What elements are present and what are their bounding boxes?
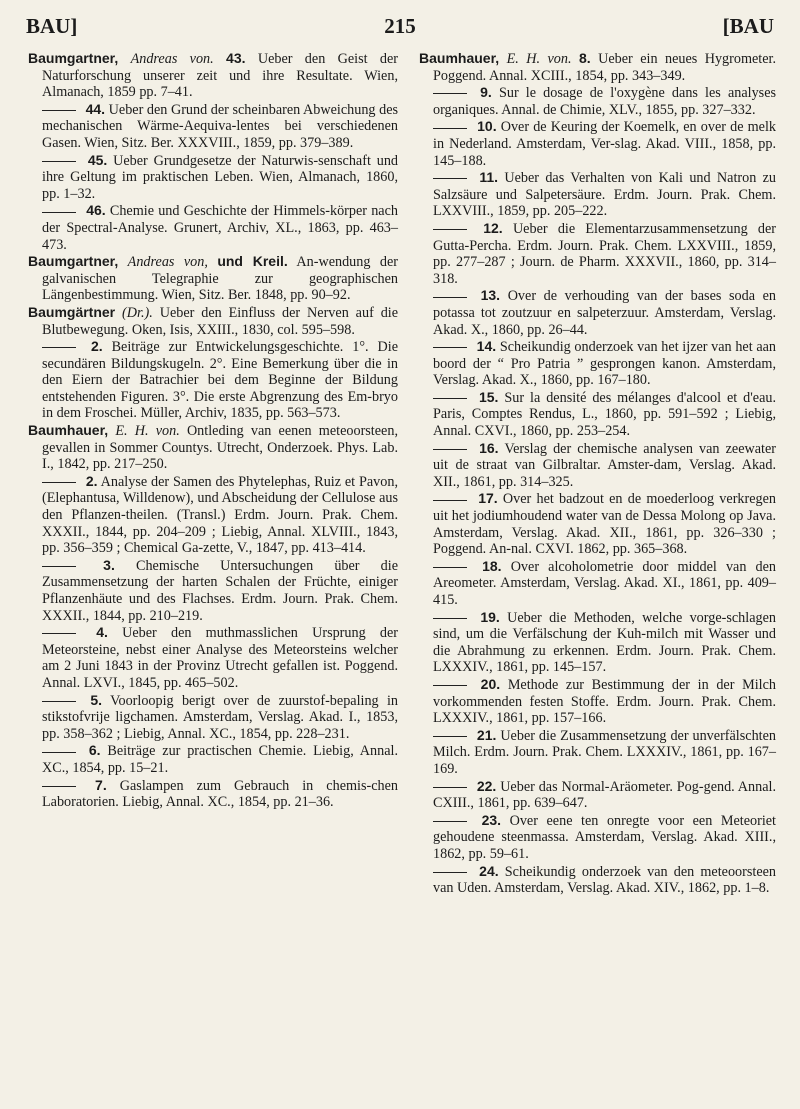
bibliography-entry	[419, 220, 776, 287]
ditto-dash	[433, 128, 467, 129]
ditto-dash	[433, 787, 467, 788]
entry-number: 2.	[90, 338, 103, 355]
entry-text: Verslag der chemische analysen van zeewater uit de straat van Gilbraltar. Amster-dam, Verslag. Akad. XII., 1861, pp. 314–325.	[433, 440, 777, 490]
entry-text: Gaslampen zum Gebrauch in chemis-chen Laboratorien. Liebig, Annal. XC., 1854, pp. 21–36.	[42, 777, 398, 811]
bibliography-entry	[28, 692, 398, 743]
entry-number: 8.	[578, 50, 591, 66]
header-right: [BAU	[722, 14, 774, 38]
entry-text: Chemie und Geschichte der Himmels-körper nach der Spectral-Analyse. Grunert, Archiv, XL., 1863, pp. 463–473.	[42, 203, 398, 253]
ditto-dash	[433, 821, 467, 822]
entry-text: Methode zur Bestimmung der in der Milch vorkommenden festen Stoffe. Erdm. Journ. Prak. Chem. LXXXIV., 1861, pp. 157–166.	[433, 676, 777, 727]
entry-text: Over eene ten onregte voor een Meteoriet gehoudene steenmassa. Amsterdam, Verslag. Akad. XIII., 1862, pp. 59–61.	[433, 812, 776, 862]
bibliography-entry	[28, 624, 398, 691]
entry-text: Sur la densité des mélanges d'alcool et d'eau. Paris, Comptes Rendus, L., 1860, pp. 591–592 ; Liebig, Annal. CXVI., 1860, pp. 253–254.	[433, 389, 777, 440]
entry-number: 12.	[483, 219, 503, 236]
author-given-name: (Dr.).	[122, 304, 153, 321]
entry-text: Chemische Untersuchungen über die Zusammensetzung der harten Schalen der Früchte, einiger Pflanzenhäute und des Flachses. Erdm. Journ. Prak. Chem. XXXII., 1844, pp. 210–219.	[42, 557, 399, 624]
ditto-dash	[42, 161, 76, 162]
bibliography-entry	[419, 50, 776, 84]
entry-number: 13.	[480, 287, 501, 304]
author-given-name: Andreas von.	[130, 51, 214, 67]
ditto-dash	[433, 347, 467, 348]
bibliography-entry	[419, 778, 776, 812]
bibliography-entry	[28, 304, 398, 338]
bibliography-entry	[28, 202, 398, 253]
author-name: Baumhauer,	[28, 422, 109, 439]
coauthor-name: und Kreil.	[217, 253, 288, 270]
entry-text: Ueber den Einfluss der Nerven auf die Blutbewegung. Oken, Isis, XXIII., 1830, col. 595–598.	[42, 304, 399, 338]
author-name: Baumhauer,	[419, 50, 500, 66]
ditto-dash	[42, 347, 76, 348]
ditto-dash	[433, 618, 467, 619]
entry-number: 14.	[476, 338, 497, 355]
entry-text: Sur le dosage de l'oxygène dans les analyses organiques. Annal. de Chimie, XLV., 1855, pp. 327–332.	[433, 85, 777, 118]
entry-number: 44.	[85, 100, 106, 117]
ditto-dash	[42, 212, 76, 213]
left-column	[28, 50, 398, 811]
entry-text: Beiträge zur Entwickelungsgeschichte. 1°. Die secundären Bildungskugeln. 2°. Eine Bemerkung über die in den Eiern der Batrachier bei dem Beginne der Bildung entstehenden Figuren. 3°. Die erste Abgrenzung des Em-bryo in dem Froschei. Müller, Archiv, 1835, pp. 563–573.	[42, 339, 399, 422]
entry-text: Over de verhouding van der bases soda en potassa tot zoutzuur en salpeterzuur. Amsterdam, Verslag. Akad. X., 1860, pp. 26–44.	[433, 288, 777, 338]
author-given-name: E. H. von.	[115, 423, 180, 440]
entry-text: Over alcoholometrie door middel van den Areometer. Amsterdam, Verslag. Akad. XI., 1861, pp. 409–415.	[433, 558, 777, 608]
entry-number: 19.	[480, 608, 500, 625]
ditto-dash	[42, 482, 76, 483]
entry-text: Ontleding van eenen meteoorsteen, gevallen in Sommer Countys. Utrecht, Onderzoek. Phys. Lab. I., 1842, pp. 217–250.	[42, 423, 398, 473]
entry-number: 46.	[86, 202, 106, 219]
entry-text: Beiträge zur practischen Chemie. Liebig, Annal. XC., 1854, pp. 15–21.	[42, 743, 399, 776]
entry-number: 43.	[226, 50, 246, 66]
bibliography-entry	[419, 389, 776, 440]
bibliography-entry	[419, 440, 776, 491]
entry-text: Ueber Grundgesetze der Naturwis-senschaft und ihre Geltung im praktischen Leben. Wien, Almanach, 1860, pp. 1–32.	[42, 152, 399, 202]
ditto-dash	[433, 178, 467, 179]
ditto-dash	[433, 567, 467, 568]
ditto-dash	[433, 93, 467, 94]
ditto-dash	[433, 685, 467, 686]
entry-text: Voorloopig berigt over de zuurstof-bepaling in stikstofvrije ligchamen. Amsterdam, Verslag. Akad. I., 1853, pp. 358–362 ; Liebig, Annal. XC., 1854, pp. 228–231.	[42, 692, 398, 742]
entry-text: Ueber die Elementarzusammensetzung der Gutta-Percha. Erdm. Journ. Prak. Chem. LXXVIII., 1859, pp. 277–287 ; Journ. de Pharm. XXXVII., 1860, pp. 314–318.	[433, 220, 777, 287]
entry-number: 4.	[96, 624, 108, 641]
entry-text: Ueber das Normal-Aräometer. Pog-gend. Annal. CXIII., 1861, pp. 639–647.	[433, 778, 777, 812]
bibliography-entry	[419, 287, 776, 338]
bibliography-entry	[419, 609, 776, 676]
bibliography-entry	[419, 676, 776, 727]
ditto-dash	[433, 736, 467, 737]
entry-number: 24.	[479, 862, 499, 879]
entry-number: 45.	[87, 151, 108, 168]
entry-text: Ueber den muthmasslichen Ursprung der Meteorsteine, nebst einer Analyse des Meteorsteins welcher am 2 Juni 1843 in der Provinz Utrecht gefallen ist. Poggend. Annal. LXVI., 1845, pp. 465–502.	[42, 625, 399, 691]
bibliography-entry	[419, 812, 776, 863]
entry-text: Ueber den Geist der Naturforschung unserer zeit und ihre Resultate. Wien, Almanach, 1859 pp. 7–41.	[42, 51, 399, 101]
entry-text: An-wendung der galvanischen Telegraphie zur geographischen Längenbestimmung. Wien, Sitz. Ber. 1848, pp. 90–92.	[42, 254, 399, 304]
entry-text: Ueber die Methoden, welche vorge-schlagen sind, um die Verfälschung der Kuh-milch mit Wasser und die Abrahmung zu erkennen. Erdm. Journ. Prak. Chem. LXXXIV., 1861, pp. 145–157.	[433, 609, 776, 676]
entry-number: 17.	[478, 490, 498, 507]
bibliography-entry	[28, 742, 398, 776]
entry-text: Scheikundig onderzoek van den meteoorsteen van Uden. Amsterdam, Verslag. Akad. XIV., 1862, pp. 1–8.	[433, 863, 777, 897]
entry-text: Ueber das Verhalten von Kali und Natron zu Salzsäure und Salpetersäure. Erdm. Journ. Prak. Chem. LXXVIII., 1859, pp. 205–222.	[433, 170, 777, 220]
entry-number: 11.	[479, 169, 499, 186]
ditto-dash	[433, 229, 467, 230]
page-number: 215	[384, 14, 416, 38]
entry-number: 18.	[482, 557, 502, 574]
header-left: BAU]	[26, 14, 78, 38]
entry-number: 5.	[90, 691, 102, 708]
entry-number: 20.	[480, 675, 501, 692]
ditto-dash	[42, 633, 76, 634]
ditto-dash	[42, 752, 76, 753]
bibliography-entry	[28, 253, 398, 304]
entry-number: 7.	[95, 776, 107, 793]
author-name: Baumgartner,	[28, 50, 119, 66]
entry-text: Ueber den Grund der scheinbaren Abweichung des mechanischen Wärme-Aequiva-lentes bei verschiedenen Gasen. Wien, Sitz. Ber. XXXVIII., 1859, pp. 379–389.	[42, 101, 399, 151]
entry-number: 2.	[85, 472, 98, 489]
bibliography-entry	[28, 473, 398, 557]
ditto-dash	[433, 449, 467, 450]
author-given-name: E. H. von.	[506, 51, 572, 67]
entry-number: 15.	[478, 388, 499, 405]
author-name: Baumgärtner	[28, 303, 116, 320]
entry-number: 9.	[480, 84, 492, 101]
ditto-dash	[42, 786, 76, 787]
ditto-dash	[433, 398, 467, 399]
author-name: Baumgartner,	[28, 253, 119, 270]
entry-number: 6.	[88, 742, 101, 759]
ditto-dash	[42, 701, 76, 702]
entry-number: 16.	[479, 439, 499, 456]
right-column	[419, 50, 776, 897]
ditto-dash	[433, 872, 467, 873]
bibliography-entry	[419, 169, 776, 220]
ditto-dash	[433, 500, 467, 501]
entry-text: Over het badzout en de moederloog verkregen uit het jodiumhoudend water van de Dessa Molong op Java. Amsterdam, Verslag. Akad. XII., 1861, pp. 326–330 ; Poggend. An-nal. CXVI. 1862, pp. 365–368.	[433, 491, 777, 558]
entry-text: Ueber ein neues Hygrometer. Poggend. Annal. XCIII., 1854, pp. 343–349.	[433, 51, 777, 84]
entry-text: Scheikundig onderzoek van het ijzer van het aan boord der “ Pro Patria ” gesprongen kanon. Amsterdam, Verslag. Akad. X., 1860, pp. 167–180.	[433, 339, 777, 389]
bibliography-entry	[419, 118, 776, 169]
bibliography-entry	[28, 101, 398, 152]
entry-number: 21.	[476, 726, 497, 743]
bibliography-entry	[419, 558, 776, 609]
entry-number: 10.	[477, 118, 497, 135]
ditto-dash	[433, 297, 467, 298]
entry-number: 3.	[103, 556, 115, 573]
bibliography-entry	[419, 490, 776, 557]
bibliography-entry	[419, 863, 776, 897]
ditto-dash	[42, 566, 76, 567]
bibliography-entry	[419, 727, 776, 778]
bibliography-entry	[28, 777, 398, 811]
bibliography-entry	[28, 338, 398, 422]
author-given-name: Andreas von,	[127, 254, 208, 271]
bibliography-entry	[28, 152, 398, 203]
entry-text: Analyse der Samen des Phytelephas, Ruiz et Pavon, (Elephantusa, Willdenow), und Abscheidung der Cellulose aus den Pflanzen-theilen. (Transl.) Erdm. Journ. Prak. Chem. XXXII., 1844, pp. 204–209 ; Liebig, Annal. XLVIII., 1843, pp. 356–359 ; Chemical Ga-zette, V., 1847, pp. 413–414.	[42, 473, 399, 557]
ditto-dash	[42, 110, 76, 111]
bibliography-entry	[28, 422, 398, 473]
entry-text: Ueber die Zusammensetzung der unverfälschten Milch. Erdm. Journ. Prak. Chem. LXXXIV., 1861, pp. 167–169.	[433, 727, 776, 777]
bibliography-entry	[28, 557, 398, 624]
bibliography-entry	[419, 84, 776, 118]
bibliography-entry	[419, 338, 776, 389]
entry-text: Over de Keuring der Koemelk, en over de melk in Nederland. Amsterdam, Ver-slag. Akad. VIII., 1858, pp. 145–188.	[433, 119, 776, 169]
page-header	[26, 14, 774, 44]
bibliography-entry	[28, 50, 398, 101]
entry-number: 22.	[476, 777, 497, 794]
entry-number: 23.	[481, 811, 502, 828]
